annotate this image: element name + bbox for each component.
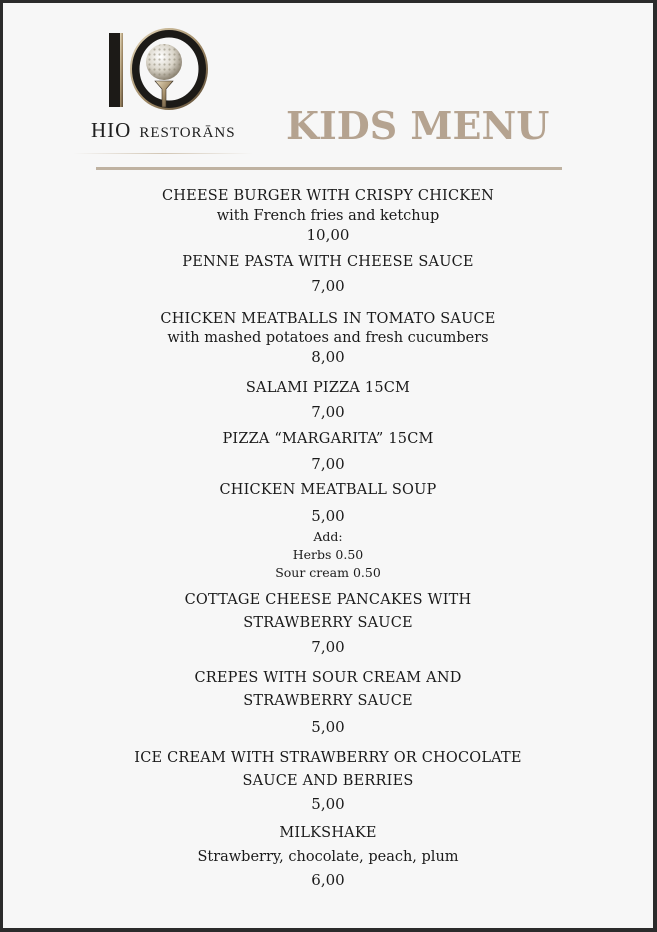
item-price: 5,00 bbox=[311, 718, 345, 736]
page-title: KIDS MENU bbox=[286, 103, 550, 148]
item-price: 7,00 bbox=[311, 455, 345, 473]
item-price: 7,00 bbox=[311, 638, 345, 656]
golf-ball-logo-icon bbox=[107, 27, 217, 119]
brand-subtitle: RESTORĀNS bbox=[139, 125, 236, 141]
item-price: 10,00 bbox=[306, 226, 350, 244]
menu-items bbox=[3, 183, 653, 889]
add-on-item: Herbs 0.50 bbox=[292, 547, 364, 562]
logo-underline bbox=[73, 153, 253, 154]
item-price: 7,00 bbox=[311, 277, 345, 295]
item-price: 5,00 bbox=[311, 507, 345, 525]
item-name: STRAWBERRY SAUCE bbox=[243, 615, 413, 631]
add-on-item: Sour cream 0.50 bbox=[275, 565, 381, 580]
item-name: CHICKEN MEATBALLS IN TOMATO SAUCE bbox=[160, 311, 496, 327]
item-name: SAUCE AND BERRIES bbox=[242, 773, 414, 789]
item-description: with French fries and ketchup bbox=[216, 208, 440, 224]
item-name: CHICKEN MEATBALL SOUP bbox=[219, 482, 437, 498]
item-name: SALAMI PIZZA 15CM bbox=[245, 380, 411, 396]
item-name: PIZZA “MARGARITA” 15CM bbox=[222, 431, 434, 447]
item-price: 8,00 bbox=[311, 348, 345, 366]
brand-name: HIO bbox=[91, 118, 132, 142]
item-name: ICE CREAM WITH STRAWBERRY OR CHOCOLATE bbox=[134, 750, 522, 766]
item-price: 7,00 bbox=[311, 403, 345, 421]
title-divider bbox=[96, 167, 562, 170]
add-on-label: Add: bbox=[313, 529, 343, 544]
item-name: MILKSHAKE bbox=[279, 825, 377, 841]
item-price: 5,00 bbox=[311, 795, 345, 813]
item-price: 6,00 bbox=[311, 871, 345, 889]
brand-wordmark bbox=[91, 118, 236, 143]
restaurant-logo bbox=[73, 25, 263, 160]
item-description: with mashed potatoes and fresh cucumbers bbox=[167, 330, 489, 346]
item-name: COTTAGE CHEESE PANCAKES WITH bbox=[184, 592, 472, 608]
item-name: PENNE PASTA WITH CHEESE SAUCE bbox=[182, 254, 474, 270]
menu-page bbox=[3, 3, 653, 928]
item-name: CHEESE BURGER WITH CRISPY CHICKEN bbox=[162, 188, 494, 204]
item-description: Strawberry, chocolate, peach, plum bbox=[197, 849, 459, 865]
item-name: STRAWBERRY SAUCE bbox=[243, 693, 413, 709]
item-name: CREPES WITH SOUR CREAM AND bbox=[194, 670, 462, 686]
